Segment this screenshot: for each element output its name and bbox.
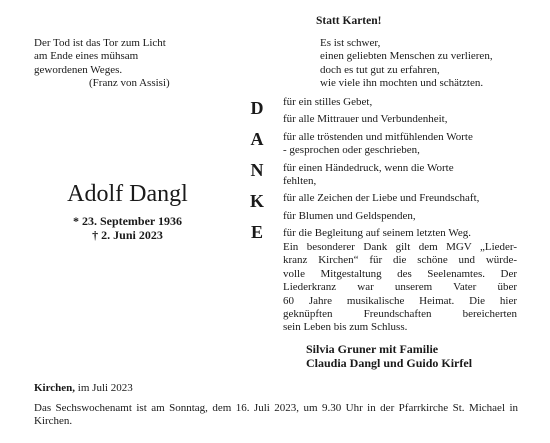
signer-line: Silvia Gruner mit Familie <box>306 342 439 356</box>
paragraph-line: sein Leben bis zum Schluss. <box>283 321 408 334</box>
deceased-name: Adolf Dangl <box>67 181 188 207</box>
thanks-line: für die Begleitung auf seinem letzten Weg. <box>283 227 471 240</box>
danke-letter: D <box>250 98 264 118</box>
death-date: † 2. Juni 2023 <box>92 228 163 242</box>
deceased-block <box>40 180 215 242</box>
danke-letter: A <box>250 129 264 149</box>
special-thanks-paragraph <box>283 241 517 335</box>
thanks-line: für Blumen und Geldspenden, <box>283 209 416 222</box>
quote-right-line: Es ist schwer, <box>320 37 381 49</box>
paragraph-line: geknüpften Freundschaften bereicherten <box>283 308 517 321</box>
quote-left-line: am Ende eines mühsam <box>34 50 139 63</box>
birth-date: * 23. September 1936 <box>72 214 183 228</box>
quote-attribution: (Franz von Assisi) <box>89 77 170 90</box>
place-date <box>34 382 133 395</box>
header-title: Statt Karten! <box>316 15 382 27</box>
paragraph-line: Liederkranz war unserem Vater über <box>283 281 517 294</box>
paragraph-line: Ein besonderer Dank gilt dem MGV „Lieder- <box>283 241 517 253</box>
thanks-line: für alle Zeichen der Liebe und Freundschaft, <box>283 192 480 205</box>
quote-left-line: gewordenen Weges. <box>34 63 123 76</box>
memorial-notice: Das Sechswochenamt ist am Sonntag, dem 16. Juli 2023, um 9.30 Uhr in der Pfarrkirche St. Michael in Kirchen. <box>34 402 518 428</box>
paragraph-line: kranz Kirchen“ für die schöne und würde- <box>283 254 517 267</box>
quote-right <box>320 37 530 91</box>
quote-right-line: einen geliebten Menschen zu verlieren, <box>320 50 493 63</box>
thanks-line: - gesprochen oder geschrieben, <box>283 144 420 157</box>
quote-right-line: doch es tut gut zu erfahren, <box>320 63 440 76</box>
signers <box>306 342 472 370</box>
danke-letter: K <box>249 191 264 211</box>
quote-left <box>34 37 224 91</box>
thanks-line: für einen Händedruck, wenn die Worte <box>283 161 454 174</box>
thanks-list <box>283 96 518 241</box>
place-city: Kirchen, <box>34 382 76 394</box>
danke-letter: E <box>250 222 263 242</box>
thanks-line: für ein stilles Gebet, <box>283 96 373 108</box>
place-date-text: im Juli 2023 <box>75 382 133 394</box>
thanks-line: fehlten, <box>283 175 317 188</box>
quote-right-line: wie viele ihn mochten und schätzten. <box>320 77 484 90</box>
quote-left-line: Der Tod ist das Tor zum Licht <box>34 37 166 49</box>
thanks-line: für alle Mittrauer und Verbundenheit, <box>283 113 448 126</box>
paragraph-line: 60 Jahre musikalische Heimat. Die hier <box>283 294 517 307</box>
paragraph-line: volle Mitgestaltung des Seelenamtes. Der <box>283 267 517 280</box>
thanks-line: für alle tröstenden und mitfühlenden Worte <box>283 130 473 143</box>
danke-letter: N <box>250 160 264 180</box>
signer-line: Claudia Dangl und Guido Kirfel <box>306 356 473 370</box>
